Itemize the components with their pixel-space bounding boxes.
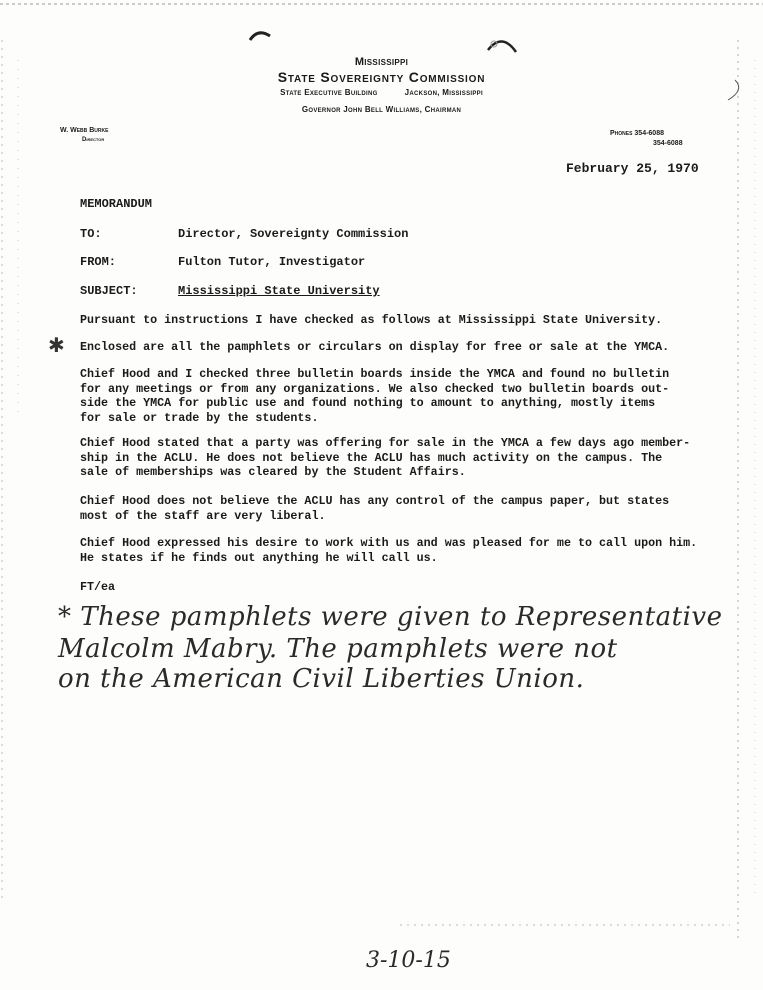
- letterhead-city: Jackson, Mississippi: [404, 88, 483, 97]
- phone-1: 354-6088: [634, 130, 664, 137]
- to-label: TO:: [80, 227, 102, 241]
- from-value: Fulton Tutor, Investigator: [178, 255, 366, 269]
- paragraph-4: Chief Hood stated that a party was offering for sale in the YMCA a few days ago member- ship in the ACLU. He does not believe the ACLU has much activity on the campus. The sale of memberships was cleared by the Student Affairs.: [80, 436, 691, 479]
- paragraph-6: Chief Hood expressed his desire to work with us and was pleased for me to call upon him. He states if he finds out anything he will call us.: [80, 536, 698, 565]
- handwritten-note-line-1: * These pamphlets were given to Representative: [58, 602, 723, 632]
- letterhead-building: State Executive Building: [280, 88, 378, 97]
- handwritten-asterisk: ✱: [48, 333, 65, 357]
- paragraph-2: Enclosed are all the pamphlets or circulars on display for free or sale at the YMCA.: [80, 340, 670, 354]
- handwritten-note-line-2: Malcolm Mabry. The pamphlets were not: [58, 634, 618, 664]
- memo-date: February 25, 1970: [566, 161, 699, 176]
- subject-value: Mississippi State University: [178, 284, 380, 298]
- director-title: Director: [82, 137, 105, 143]
- from-label: FROM:: [80, 255, 117, 269]
- phone-2: 354-6088: [653, 140, 683, 147]
- director-name: W. Webb Burke: [60, 127, 109, 134]
- letterhead-commission: State Sovereignty Commission: [277, 69, 486, 85]
- to-value: Director, Sovereignty Commission: [178, 227, 409, 241]
- memo-initials: FT/ea: [80, 580, 116, 594]
- letterhead-state: Mississippi: [354, 56, 409, 68]
- paragraph-5: Chief Hood does not believe the ACLU has any control of the campus paper, but states most of the staff are very liberal.: [80, 494, 670, 523]
- phones-label: Phones: [610, 130, 633, 137]
- handwritten-number: 3-10-15: [366, 948, 451, 973]
- letterhead-governor: Governor John Bell Williams, Chairman: [301, 105, 462, 114]
- paragraph-3: Chief Hood and I checked three bulletin boards inside the YMCA and found no bulletin for any meetings or from any organizations. We also checked two bulletin boards out- side the YMCA for public use and found nothing to amount to anything, mostly items for sale or trade by the students.: [80, 367, 670, 425]
- subject-label: SUBJECT:: [80, 284, 138, 298]
- memo-heading: MEMORANDUM: [80, 197, 153, 211]
- handwritten-note-line-3: on the American Civil Liberties Union.: [58, 664, 585, 694]
- paragraph-1: Pursuant to instructions I have checked as follows at Mississippi State University.: [80, 313, 663, 327]
